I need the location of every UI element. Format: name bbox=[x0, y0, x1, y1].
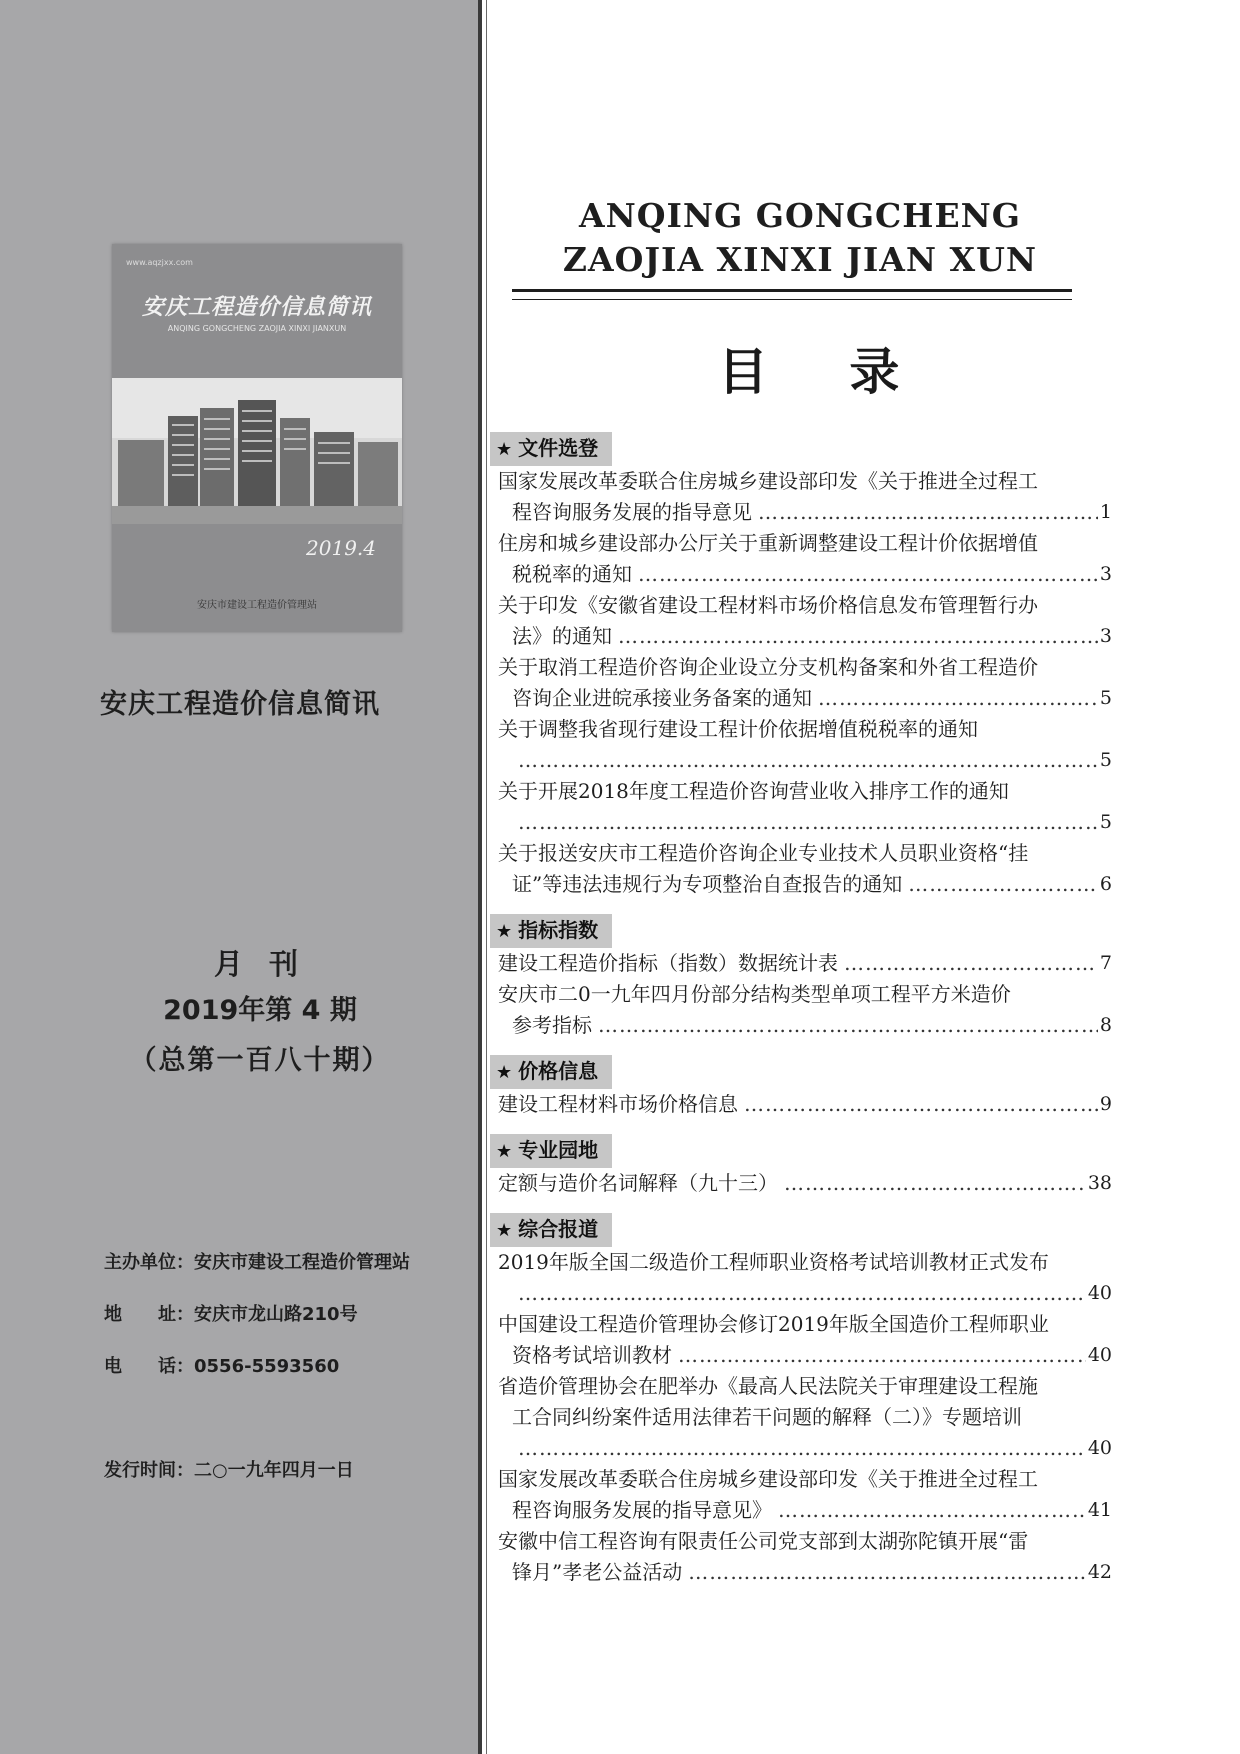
contents-title: 目 录 bbox=[718, 343, 932, 401]
address-value: 安庆市龙山路210号 bbox=[194, 1304, 358, 1325]
toc-page-number: 3 bbox=[1099, 563, 1112, 585]
section-heading-text: 价格信息 bbox=[518, 1059, 599, 1083]
toc-page-number: 5 bbox=[1099, 811, 1112, 833]
section-heading bbox=[490, 914, 612, 948]
toc-entry-row bbox=[490, 1278, 1112, 1309]
toc-entry-title: 国家发展改革委联合住房城乡建设部印发《关于推进全过程工 bbox=[498, 1467, 1038, 1491]
section-heading-text: 指标指数 bbox=[518, 918, 599, 942]
dot-leader bbox=[678, 1340, 1086, 1371]
cover-issue-number: 2019.4 bbox=[306, 536, 376, 560]
toc-entry-row bbox=[490, 1168, 1112, 1199]
date-label: 发行时间： bbox=[104, 1460, 194, 1481]
toc-entry[interactable] bbox=[490, 1464, 1112, 1526]
dot-leader bbox=[518, 1433, 1086, 1464]
toc-page-number: 5 bbox=[1099, 749, 1112, 771]
toc-page-number: 8 bbox=[1099, 1014, 1112, 1036]
phone-value: 0556-5593560 bbox=[194, 1356, 340, 1377]
sponsor-label: 主办单位： bbox=[104, 1252, 194, 1273]
table-of-contents bbox=[490, 432, 1112, 1602]
toc-entry-title-cont: 参考指标 bbox=[512, 1013, 592, 1037]
toc-entry[interactable] bbox=[490, 1089, 1112, 1120]
toc-page-number: 40 bbox=[1087, 1437, 1112, 1459]
section-heading bbox=[490, 1213, 612, 1247]
toc-entry[interactable] bbox=[490, 1168, 1112, 1199]
toc-entry-row bbox=[490, 1433, 1112, 1464]
section-heading-text: 综合报道 bbox=[518, 1217, 599, 1241]
toc-entry-row bbox=[490, 621, 1112, 652]
date-value: 二○一九年四月一日 bbox=[194, 1460, 354, 1481]
toc-page-number: 7 bbox=[1099, 952, 1112, 974]
toc-entry[interactable] bbox=[490, 1247, 1112, 1309]
dot-leader bbox=[844, 948, 1098, 979]
star-icon: ★ bbox=[496, 921, 513, 942]
toc-entry-row bbox=[490, 1010, 1112, 1041]
star-icon: ★ bbox=[496, 439, 513, 460]
toc-entry-row bbox=[490, 869, 1112, 900]
toc-entry[interactable] bbox=[490, 979, 1112, 1041]
toc-entry-title-cont: 咨询企业进皖承接业务备案的通知 bbox=[512, 686, 812, 710]
section-heading bbox=[490, 432, 612, 466]
toc-entry-title: 省造价管理协会在肥举办《最高人民法院关于审理建设工程施 bbox=[498, 1374, 1038, 1398]
toc-entry-title: 定额与造价名词解释（九十三） bbox=[498, 1171, 778, 1195]
toc-entry-row bbox=[490, 1557, 1112, 1588]
journal-title: 安庆工程造价信息简讯 bbox=[100, 689, 380, 720]
toc-section bbox=[490, 1055, 1112, 1120]
toc-entry-row bbox=[490, 948, 1112, 979]
title-en-line2: ZAOJIA XINXI JIAN XUN bbox=[562, 240, 1038, 279]
cover-title: 安庆工程造价信息简讯 bbox=[141, 295, 372, 320]
section-heading bbox=[490, 1055, 612, 1089]
dot-leader bbox=[518, 807, 1098, 838]
toc-entry-title-cont: 法》的通知 bbox=[512, 624, 612, 648]
toc-entry-title-cont: 税税率的通知 bbox=[512, 562, 632, 586]
toc-entry-title: 安庆市二0一九年四月份部分结构类型单项工程平方米造价 bbox=[498, 982, 1011, 1006]
toc-entry-title-cont: 程咨询服务发展的指导意见》 bbox=[512, 1498, 772, 1522]
cover-building-photo bbox=[112, 378, 402, 524]
toc-entry-title: 安徽中信工程咨询有限责任公司党支部到太湖弥陀镇开展“雷 bbox=[498, 1529, 1029, 1553]
toc-entry-row bbox=[490, 807, 1112, 838]
dot-leader bbox=[518, 745, 1098, 776]
toc-entry-row bbox=[490, 559, 1112, 590]
toc-entry-title-cont: 资格考试培训教材 bbox=[512, 1343, 672, 1367]
toc-entry[interactable] bbox=[490, 1526, 1112, 1588]
toc-section bbox=[490, 432, 1112, 900]
star-icon: ★ bbox=[496, 1141, 513, 1162]
address-label: 地 址： bbox=[104, 1304, 194, 1325]
dot-leader bbox=[618, 621, 1098, 652]
toc-entry-title: 2019年版全国二级造价工程师职业资格考试培训教材正式发布 bbox=[498, 1250, 1049, 1274]
toc-entry-row bbox=[490, 1340, 1112, 1371]
toc-entry-title: 关于调整我省现行建设工程计价依据增值税税率的通知 bbox=[498, 717, 978, 741]
frequency-label: 月 刊 bbox=[213, 947, 307, 981]
toc-section bbox=[490, 1213, 1112, 1588]
toc-entry[interactable] bbox=[490, 1371, 1112, 1464]
dot-leader bbox=[784, 1168, 1086, 1199]
toc-entry-row bbox=[490, 745, 1112, 776]
dot-leader bbox=[758, 497, 1098, 528]
toc-entry[interactable] bbox=[490, 528, 1112, 590]
toc-entry-title: 关于报送安庆市工程造价咨询企业专业技术人员职业资格“挂 bbox=[498, 841, 1029, 865]
cover-publisher: 安庆市建设工程造价管理站 bbox=[197, 600, 317, 611]
toc-entry[interactable] bbox=[490, 838, 1112, 900]
toc-entry-title: 建设工程材料市场价格信息 bbox=[498, 1092, 738, 1116]
toc-entry[interactable] bbox=[490, 714, 1112, 776]
toc-page-number: 40 bbox=[1087, 1282, 1112, 1304]
toc-entry-title: 住房和城乡建设部办公厅关于重新调整建设工程计价依据增值 bbox=[498, 531, 1038, 555]
toc-page-number: 41 bbox=[1087, 1499, 1112, 1521]
toc-page-number: 5 bbox=[1099, 687, 1112, 709]
toc-entry-title: 国家发展改革委联合住房城乡建设部印发《关于推进全过程工 bbox=[498, 469, 1038, 493]
toc-page-number: 1 bbox=[1099, 501, 1112, 523]
toc-page-number: 38 bbox=[1087, 1172, 1112, 1194]
star-icon: ★ bbox=[496, 1062, 513, 1083]
toc-entry-title: 关于印发《安徽省建设工程材料市场价格信息发布管理暂行办 bbox=[498, 593, 1038, 617]
dot-leader bbox=[818, 683, 1098, 714]
vertical-divider bbox=[478, 0, 482, 1754]
address-info bbox=[104, 1300, 358, 1326]
sponsor-info bbox=[104, 1248, 410, 1274]
vertical-divider-thin bbox=[486, 0, 487, 1754]
toc-entry-title-cont: 锋月”孝老公益活动 bbox=[512, 1560, 683, 1584]
dot-leader bbox=[688, 1557, 1086, 1588]
section-heading-text: 专业园地 bbox=[518, 1138, 599, 1162]
toc-entry-title-cont: 工合同纠纷案件适用法律若干问题的解释（二）》专题培训 bbox=[512, 1405, 1022, 1429]
toc-page-number: 6 bbox=[1099, 873, 1112, 895]
toc-entry-title: 中国建设工程造价管理协会修订2019年版全国造价工程师职业 bbox=[498, 1312, 1049, 1336]
total-issue: （总第一百八十期） bbox=[129, 1045, 391, 1076]
dot-leader bbox=[744, 1089, 1098, 1120]
toc-section bbox=[490, 914, 1112, 1041]
star-icon: ★ bbox=[496, 1220, 513, 1241]
toc-entry-row bbox=[490, 497, 1112, 528]
toc-entry[interactable] bbox=[490, 1309, 1112, 1371]
toc-entry-title-cont: 证”等违法违规行为专项整治自查报告的通知 bbox=[512, 872, 903, 896]
dot-leader bbox=[908, 869, 1098, 900]
toc-page-number: 9 bbox=[1099, 1093, 1112, 1115]
phone-info bbox=[104, 1352, 339, 1378]
toc-entry[interactable] bbox=[490, 466, 1112, 528]
toc-page-number: 40 bbox=[1087, 1344, 1112, 1366]
toc-entry-title: 关于取消工程造价咨询企业设立分支机构备案和外省工程造价 bbox=[498, 655, 1038, 679]
dot-leader bbox=[778, 1495, 1086, 1526]
toc-page-number: 3 bbox=[1099, 625, 1112, 647]
sponsor-value: 安庆市建设工程造价管理站 bbox=[194, 1252, 410, 1273]
toc-page-number: 42 bbox=[1087, 1561, 1112, 1583]
phone-label: 电 话： bbox=[104, 1356, 194, 1377]
cover-url: www.aqzjxx.com bbox=[126, 258, 193, 267]
toc-section bbox=[490, 1134, 1112, 1199]
dot-leader bbox=[598, 1010, 1098, 1041]
toc-entry[interactable] bbox=[490, 948, 1112, 979]
section-heading bbox=[490, 1134, 612, 1168]
toc-entry-row bbox=[490, 683, 1112, 714]
dot-leader bbox=[638, 559, 1098, 590]
toc-entry-row bbox=[490, 1495, 1112, 1526]
cover-subtitle: ANQING GONGCHENG ZAOJIA XINXI JIANXUN bbox=[167, 324, 347, 333]
toc-entry[interactable] bbox=[490, 652, 1112, 714]
toc-entry-title-cont: 程咨询服务发展的指导意见 bbox=[512, 500, 752, 524]
section-heading-text: 文件选登 bbox=[518, 436, 599, 460]
toc-entry[interactable] bbox=[490, 590, 1112, 652]
toc-entry-title: 建设工程造价指标（指数）数据统计表 bbox=[498, 951, 838, 975]
toc-entry[interactable] bbox=[490, 776, 1112, 838]
dot-leader bbox=[518, 1278, 1086, 1309]
toc-entry-row bbox=[490, 1089, 1112, 1120]
issue-line: 2019年第 4 期 bbox=[163, 995, 357, 1026]
double-rule bbox=[512, 289, 1072, 300]
cover-thumbnail bbox=[112, 244, 402, 632]
toc-entry-title: 关于开展2018年度工程造价咨询营业收入排序工作的通知 bbox=[498, 779, 1009, 803]
issue-date-info bbox=[104, 1456, 354, 1482]
title-en-line1: ANQING GONGCHENG bbox=[578, 196, 1021, 235]
